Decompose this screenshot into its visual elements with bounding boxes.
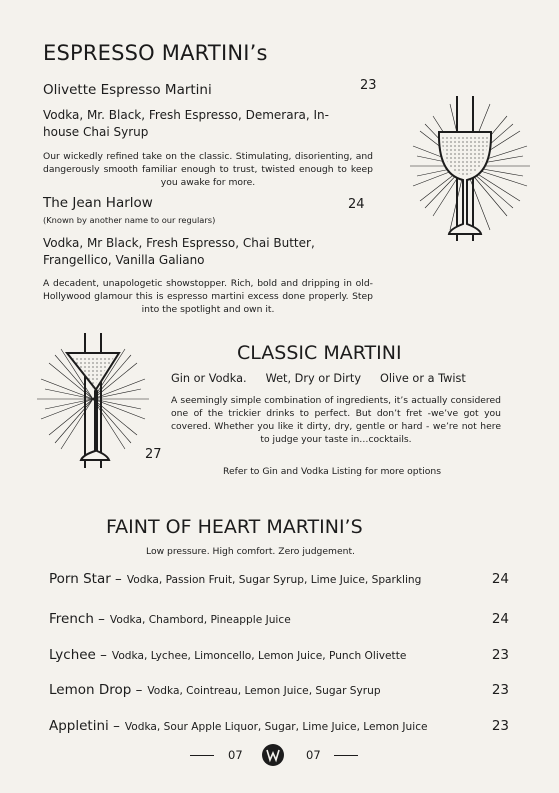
coupe-glass-icon (405, 96, 535, 246)
classic-option-garnish: Olive or a Twist (380, 372, 466, 385)
drink-name: Lemon Drop – (49, 682, 143, 698)
footer-rule-left (190, 755, 214, 756)
page-number-left: 07 (228, 748, 243, 762)
drink-name: Porn Star – (49, 571, 122, 587)
classic-blurb: A seemingly simple combination of ingredients, it’s actually considered one of the trickier drinks to perfect. But don’t fret -we’ve got you covered. Whether you like it dirty, dry, gentle or hard - we’re not here to judge your taste in…cocktails. (171, 395, 501, 445)
blurb-jean-harlow: A decadent, unapologetic showstopper. Rich, bold and dripping in old-Hollywood glamour this is espresso martini excess done properly. Step into the spotlight and own it. (43, 278, 373, 315)
classic-price: 27 (145, 447, 162, 462)
drink-ingredients: Vodka, Chambord, Pineapple Juice (109, 614, 291, 626)
drink-name-jean-harlow: The Jean Harlow (43, 195, 153, 211)
ingredients-olivette: Vodka, Mr. Black, Fresh Espresso, Demerara, In-house Chai Syrup (43, 108, 329, 139)
classic-options (171, 372, 501, 385)
classic-heading: CLASSIC MARTINI (237, 342, 402, 364)
price-jean-harlow: 24 (348, 197, 365, 212)
drink-price: 24 (491, 611, 509, 627)
drink-ingredients: Vodka, Passion Fruit, Sugar Syrup, Lime Juice, Sparkling (126, 574, 422, 586)
drink-ingredients: Vodka, Lychee, Limoncello, Lemon Juice, Punch Olivette (111, 650, 407, 662)
footer-rule-right (334, 755, 358, 756)
drink-price: 23 (491, 682, 509, 698)
drink-price: 23 (491, 718, 509, 734)
page-number-right: 07 (306, 748, 321, 762)
menu-row-lychee (49, 647, 509, 667)
drink-price: 24 (491, 571, 509, 587)
faint-tagline: Low pressure. High comfort. Zero judgement. (146, 546, 355, 557)
price-olivette: 23 (360, 78, 377, 93)
drink-ingredients: Vodka, Cointreau, Lemon Juice, Sugar Syrup (147, 685, 381, 697)
drink-ingredients: Vodka, Sour Apple Liquor, Sugar, Lime Juice, Lemon Juice (124, 721, 428, 733)
menu-row-french (49, 611, 509, 631)
menu-row-porn-star (49, 571, 509, 591)
espresso-heading: ESPRESSO MARTINI’s (43, 41, 268, 65)
drink-name-olivette: Olivette Espresso Martini (43, 82, 212, 98)
drink-price: 23 (491, 647, 509, 663)
drink-name: Appletini – (49, 718, 120, 734)
menu-row-appletini (49, 718, 509, 738)
classic-option-spirit: Gin or Vodka. (171, 372, 247, 385)
blurb-olivette: Our wickedly refined take on the classic. Stimulating, disorienting, and dangerously smooth familiar enough to trust, twisted enough to keep you awake for more. (43, 151, 373, 188)
menu-row-lemon-drop (49, 682, 509, 702)
classic-refer-note: Refer to Gin and Vodka Listing for more options (223, 466, 442, 477)
olivette-monogram-icon (261, 743, 285, 767)
drink-name: Lychee – (49, 647, 107, 663)
ingredients-jean-harlow: Vodka, Mr Black, Fresh Espresso, Chai Butter, Frangellico, Vanilla Galiano (43, 236, 315, 267)
faint-heading: FAINT OF HEART MARTINI’S (106, 516, 363, 538)
martini-glass-icon (35, 333, 155, 473)
note-jean-harlow: (Known by another name to our regulars) (43, 215, 216, 225)
drink-name: French – (49, 611, 105, 627)
classic-option-style: Wet, Dry or Dirty (265, 372, 362, 385)
